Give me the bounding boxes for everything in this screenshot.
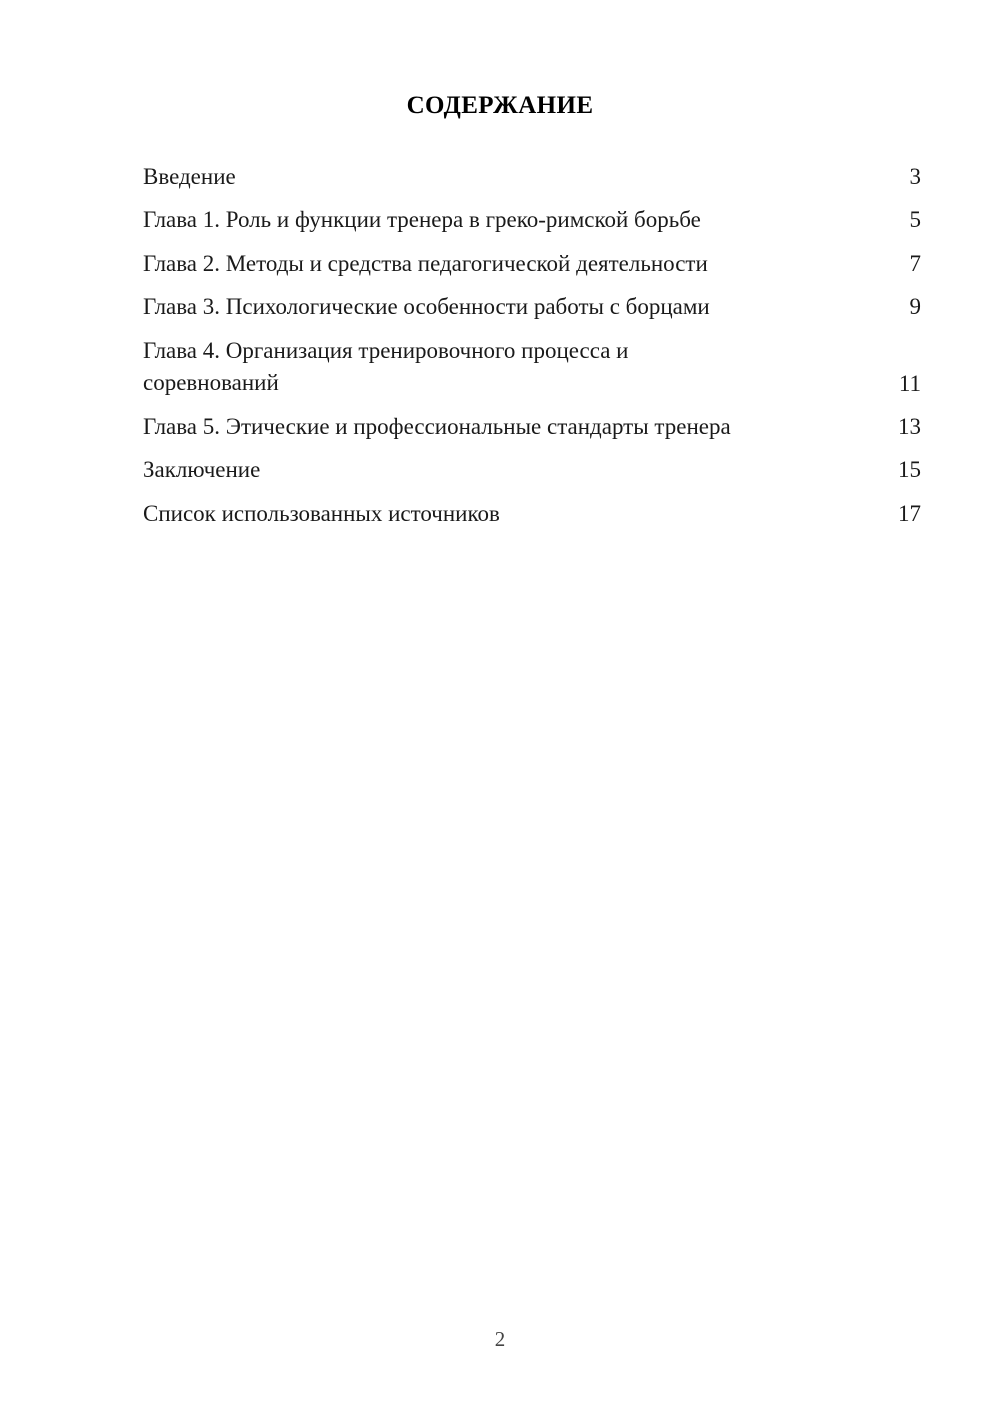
toc-entry[interactable]: [143, 162, 921, 192]
toc-entry-label: Глава 3. Психологические особенности работы с борцами: [143, 294, 710, 320]
toc-entry[interactable]: [143, 455, 921, 485]
toc-entry-label: Список использованных источников: [143, 500, 500, 526]
page-footer-number: 2: [494, 1327, 506, 1351]
toc-entry-label: Глава 1. Роль и функции тренера в греко-римской борьбе: [143, 207, 701, 233]
toc-entry[interactable]: [143, 335, 921, 398]
toc-entry-label: Глава 2. Методы и средства педагогической деятельности: [143, 250, 708, 276]
toc-entry[interactable]: [143, 292, 921, 322]
toc-entry[interactable]: [143, 249, 921, 279]
toc-entry-page: 9: [909, 294, 921, 320]
toc-entry-label: Глава 4. Организация тренировочного процесса и соревнований: [143, 338, 629, 396]
toc-entry-page: 7: [909, 250, 921, 276]
toc-entry-page: 15: [898, 457, 921, 483]
toc-entry[interactable]: [143, 205, 921, 235]
toc-entry-page: 5: [909, 207, 921, 233]
toc-entry-label: Заключение: [143, 457, 261, 483]
toc-entry[interactable]: [143, 412, 921, 442]
toc-entry-page: 17: [898, 500, 921, 526]
table-of-contents: [143, 162, 921, 542]
toc-entry-page: 11: [898, 370, 921, 396]
toc-entry-page: 13: [898, 413, 921, 439]
page-title: СОДЕРЖАНИЕ: [406, 92, 594, 119]
toc-entry[interactable]: [143, 499, 921, 529]
toc-entry-label: Введение: [143, 164, 236, 189]
toc-entry-page: 3: [909, 164, 921, 189]
toc-entry-label: Глава 5. Этические и профессиональные стандарты тренера: [143, 413, 731, 439]
